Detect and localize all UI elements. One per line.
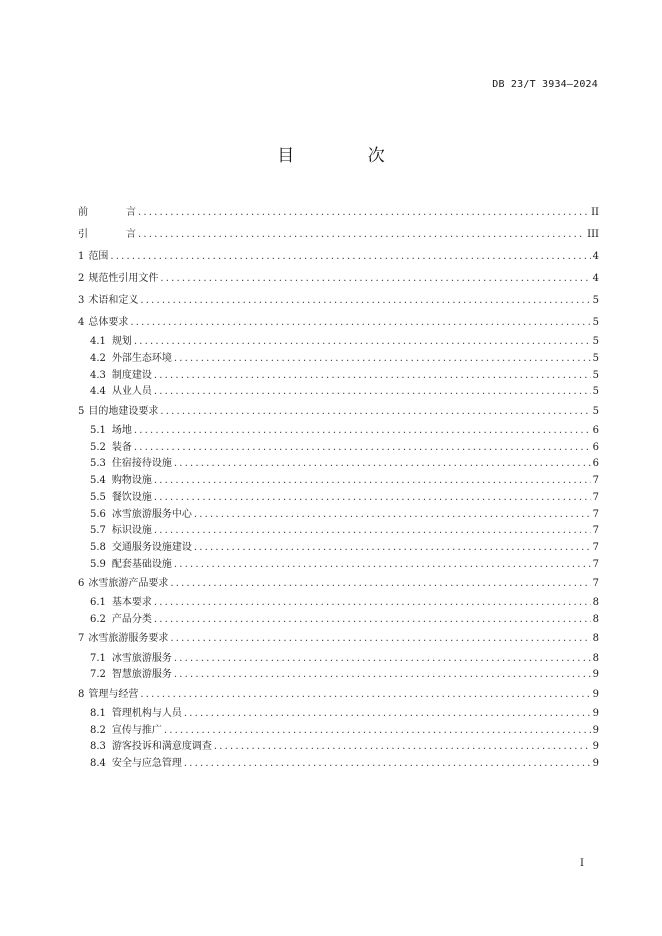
toc-entry[interactable] [78,401,599,423]
toc-dot-leader [194,509,591,521]
toc-dot-leader [160,406,590,418]
toc-entry-number: 4.1 [90,336,106,348]
toc-entry-title: 场地 [111,425,132,437]
toc-dot-leader [138,229,585,241]
toc-entry-number: 8.2 [90,724,106,736]
toc-entry-page: 9 [592,758,599,770]
toc-entry[interactable] [78,224,599,246]
toc-entry-title: 制度建设 [111,369,152,381]
toc-entry-page: 9 [592,669,599,681]
toc-entry[interactable] [78,667,599,684]
toc-entry-page: 8 [592,597,599,609]
toc-entry-number: 5.4 [90,475,106,487]
toc-entry-page: 5 [592,317,599,328]
toc-entry[interactable] [78,334,599,351]
toc-entry-title: 安全与应急管理 [111,758,182,770]
toc-entry-number: 6.2 [90,613,106,625]
toc-dot-leader [134,442,591,454]
toc-entry-number: 1 [78,251,85,262]
toc-dot-leader [174,458,591,470]
toc-entry[interactable] [78,439,599,456]
toc-entry[interactable] [78,540,599,557]
toc-entry-number: 5.5 [90,491,106,503]
toc-entry-title: 管理机构与人员 [111,708,182,720]
toc-entry[interactable] [78,312,599,334]
toc-entry[interactable] [78,684,599,706]
toc-entry-title: 游客投诉和满意度调查 [111,741,212,753]
toc-entry-title: 冰雪旅游服务 [111,652,172,664]
toc-entry[interactable] [78,612,599,629]
toc-entry-page: 8 [592,652,599,664]
toc-entry[interactable] [78,246,599,268]
toc-entry[interactable] [78,490,599,507]
toc-entry-number: 4 [78,317,85,328]
toc-entry[interactable] [78,473,599,490]
toc-entry-number: 7 [78,633,85,645]
toc-dot-leader [154,386,591,398]
toc-entry-page: 7 [592,491,599,503]
toc-entry-page: 7 [592,577,599,589]
toc-dot-leader [194,542,591,554]
toc-entry-page: 7 [592,525,599,537]
toc-entry-title: 冰雪旅游服务要求 [88,633,169,645]
toc-entry-title: 规划 [111,336,132,348]
toc-entry-page: 4 [592,251,599,262]
toc-entry-page: 7 [592,508,599,520]
toc-entry-number: 5.8 [90,541,106,553]
toc-entry-number: 7.2 [90,669,106,681]
toc-entry-page: 7 [592,558,599,570]
toc-dot-leader [134,425,591,437]
toc-entry-page: 5 [592,295,599,306]
toc-entry[interactable] [78,650,599,667]
toc-entry-title: 冰雪旅游产品要求 [88,577,169,589]
toc-entry-number: 4.4 [90,386,106,398]
toc-entry-number: 5 [78,405,85,417]
toc-entry-page: 5 [592,336,599,348]
toc-entry-title: 宣传与推广 [111,724,162,736]
toc-dot-leader [140,295,590,307]
toc-entry[interactable] [78,628,599,650]
toc-entry-title: 智慧旅游服务 [111,669,172,681]
toc-entry[interactable] [78,423,599,440]
toc-entry-page: 8 [592,633,599,645]
toc-dot-leader [174,669,591,681]
toc-entry-number: 8.1 [90,708,106,720]
toc-dot-leader [154,597,591,609]
toc-dot-leader [110,251,590,263]
toc-entry-page: 5 [592,369,599,381]
toc-entry[interactable] [78,573,599,595]
toc-entry-title: 范围 [88,251,109,262]
toc-entry-page: 8 [592,613,599,625]
toc-entry-number: 5.2 [90,441,106,453]
toc-entry-title: 装备 [111,441,132,453]
toc-entry[interactable] [78,506,599,523]
toc-entry-title: 餐饮设施 [111,491,152,503]
toc-entry-page: 7 [592,541,599,553]
toc-entry-number: 5.9 [90,558,106,570]
toc-dot-leader [174,559,591,571]
toc-entry-title: 冰雪旅游服务中心 [111,508,192,520]
toc-dot-leader [214,741,591,753]
toc-entry-number: 4.2 [90,353,106,365]
toc-entry-title: 基本要求 [111,597,152,609]
toc-dot-leader [154,525,591,537]
toc-dot-leader [140,689,590,701]
toc-entry[interactable] [78,595,599,612]
toc-entry-page: II [591,207,599,218]
toc-entry[interactable] [78,756,599,773]
toc-dot-leader [184,708,591,720]
toc-entry-number: 6 [78,577,85,589]
toc-entry-title: 从业人员 [111,386,152,398]
toc-entry[interactable] [78,706,599,723]
toc-dot-leader [174,353,591,365]
toc-entry-page: 4 [592,273,599,284]
toc-entry-title: 术语和定义 [88,295,139,306]
toc-entry-page: 9 [592,724,599,736]
toc-entry-number: 5.6 [90,508,106,520]
toc-entry-title: 标识设施 [111,525,152,537]
toc-entry-title: 前言 [78,207,136,218]
toc-entry[interactable] [78,351,599,368]
toc-entry-page: III [587,229,599,240]
toc-entry-number: 8.3 [90,741,106,753]
toc-entry-title: 目的地建设要求 [88,405,159,417]
page-number: I [580,858,584,869]
toc-entry-number: 5.3 [90,458,106,470]
toc-entry-title: 引言 [78,229,136,240]
toc-dot-leader [164,725,591,737]
toc-dot-leader [138,207,589,219]
table-of-contents [78,202,599,772]
toc-entry-number: 3 [78,295,85,306]
toc-entry-page: 9 [592,708,599,720]
toc-entry-number: 8.4 [90,758,106,770]
document-code: DB 23/T 3934—2024 [492,79,598,90]
toc-entry-title: 管理与经营 [88,688,139,700]
toc-entry-title: 购物设施 [111,475,152,487]
toc-entry-number: 7.1 [90,652,106,664]
toc-entry[interactable] [78,367,599,384]
toc-entry-page: 7 [592,475,599,487]
toc-entry-page: 5 [592,386,599,398]
toc-dot-leader [184,758,591,770]
toc-dot-leader [154,492,591,504]
toc-entry-title: 规范性引用文件 [88,273,159,284]
toc-entry[interactable] [78,384,599,401]
toc-entry-page: 6 [592,441,599,453]
toc-entry-page: 6 [592,458,599,470]
toc-entry-number: 4.3 [90,369,106,381]
toc-dot-leader [134,336,591,348]
toc-entry-page: 6 [592,425,599,437]
toc-entry-title: 总体要求 [88,317,129,328]
toc-entry[interactable] [78,268,599,290]
toc-dot-leader [170,578,590,590]
toc-entry-number: 6.1 [90,597,106,609]
toc-entry-title: 交通服务设施建设 [111,541,192,553]
toc-dot-leader [154,370,591,382]
toc-entry[interactable] [78,556,599,573]
toc-entry-page: 5 [592,405,599,417]
toc-entry-number: 8 [78,688,85,700]
toc-entry-page: 9 [592,741,599,753]
toc-entry[interactable] [78,202,599,224]
toc-entry[interactable] [78,290,599,312]
toc-entry-number: 5.1 [90,425,106,437]
toc-entry[interactable] [78,739,599,756]
toc-entry-page: 5 [592,353,599,365]
toc-entry-number: 2 [78,273,85,284]
toc-entry-title: 产品分类 [111,613,152,625]
toc-entry-page: 9 [592,688,599,700]
toc-entry[interactable] [78,722,599,739]
toc-entry-title: 配套基础设施 [111,558,172,570]
toc-entry-title: 住宿接待设施 [111,458,172,470]
toc-title: 目 次 [277,146,419,166]
toc-dot-leader [154,475,591,487]
toc-entry-title: 外部生态环境 [111,353,172,365]
toc-dot-leader [154,614,591,626]
toc-dot-leader [130,317,590,329]
toc-entry[interactable] [78,523,599,540]
toc-entry[interactable] [78,456,599,473]
toc-dot-leader [170,633,590,645]
toc-entry-number: 5.7 [90,525,106,537]
toc-dot-leader [174,653,591,665]
toc-dot-leader [160,273,590,285]
